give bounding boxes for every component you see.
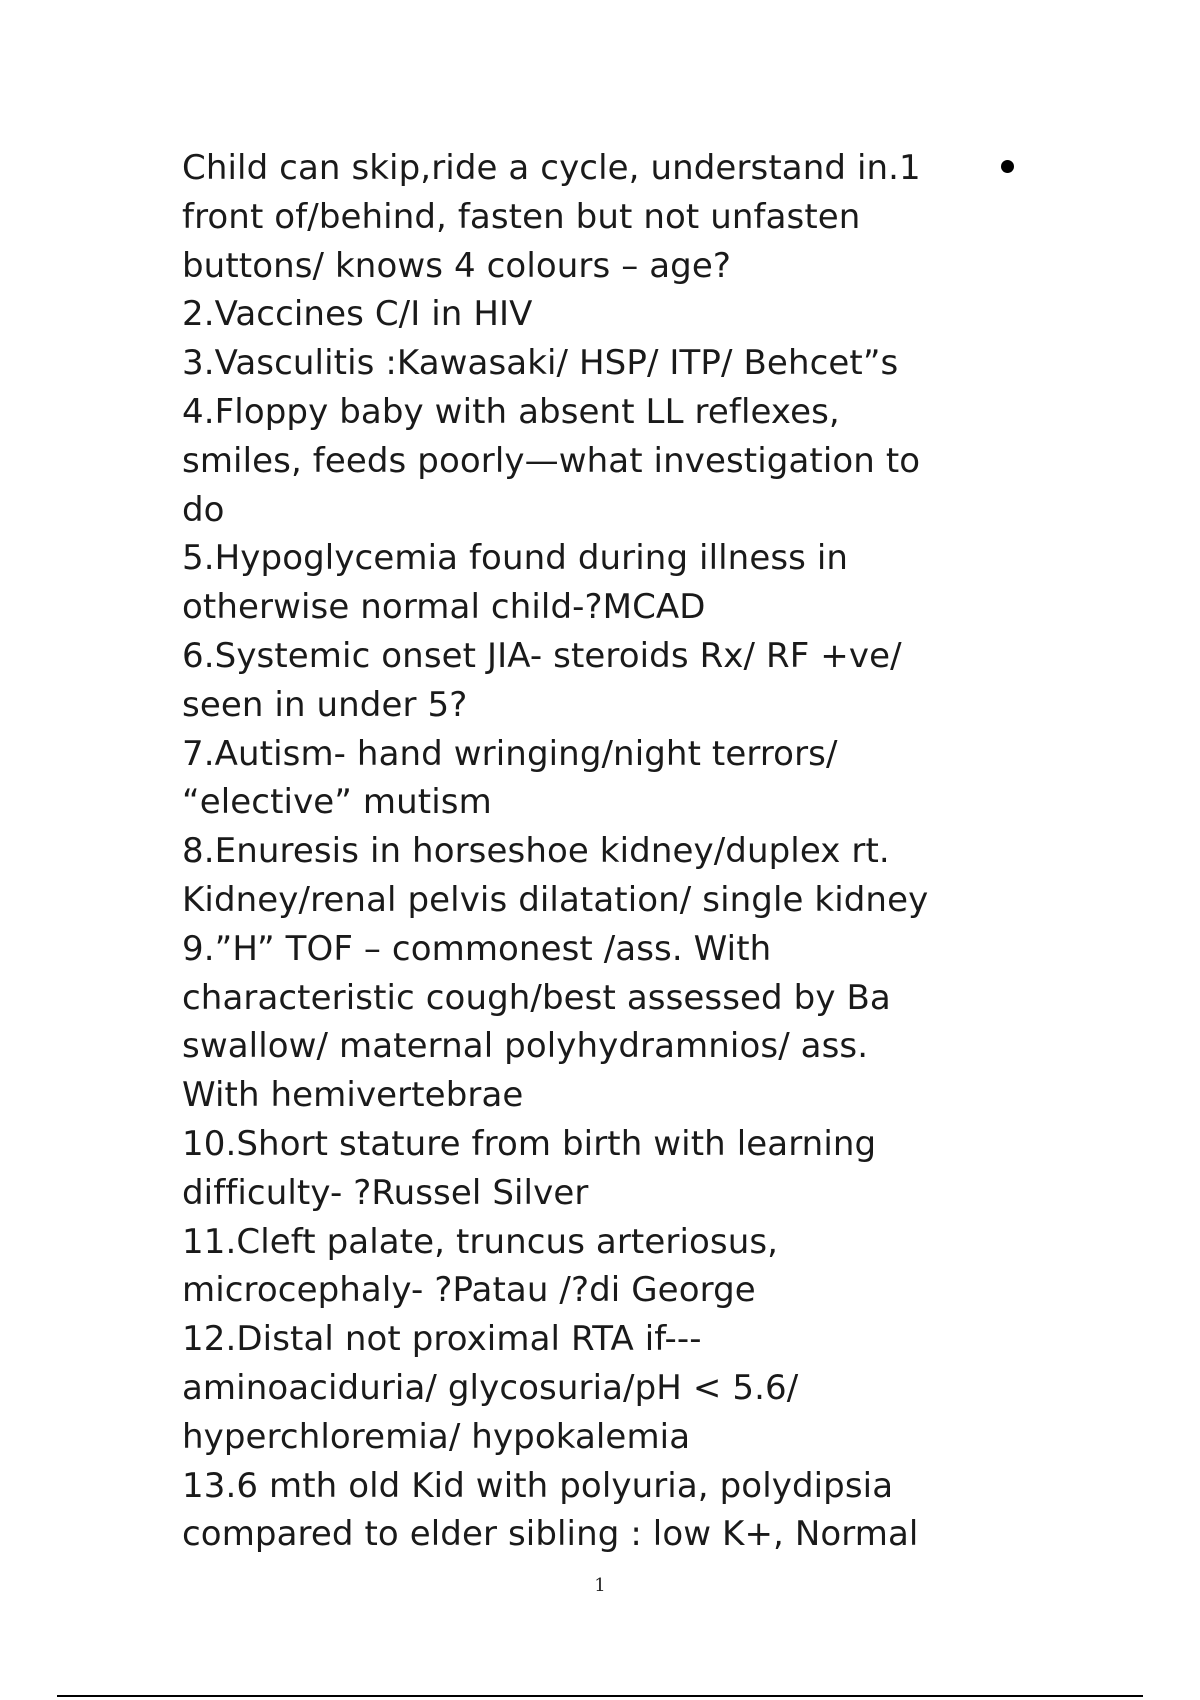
text-line: 2.Vaccines C/I in HIV: [182, 294, 533, 335]
page-divider: [57, 1695, 1143, 1697]
text-line: smiles, feeds poorly—what investigation to: [182, 440, 921, 481]
bullet-icon: [1001, 160, 1014, 173]
text-line: otherwise normal child-?MCAD: [182, 587, 706, 628]
text-line: With hemivertebrae: [182, 1075, 524, 1116]
text-line: buttons/ knows 4 colours – age?: [182, 245, 732, 286]
text-line: aminoaciduria/ glycosuria/pH < 5.6/: [182, 1367, 799, 1408]
text-line: do: [182, 489, 225, 530]
text-line: 13.6 mth old Kid with polyuria, polydipsia: [182, 1465, 894, 1506]
text-line: seen in under 5?: [182, 684, 468, 725]
text-line: 12.Distal not proximal RTA if---: [182, 1319, 702, 1360]
text-line: microcephaly- ?Patau /?di George: [182, 1270, 756, 1311]
text-line: hyperchloremia/ hypokalemia: [182, 1416, 691, 1457]
text-line: 5.Hypoglycemia found during illness in: [182, 538, 849, 579]
text-line: compared to elder sibling : low K+, Normal: [182, 1514, 919, 1555]
text-line: 3.Vasculitis :Kawasaki/ HSP/ ITP/ Behcet”s: [182, 343, 899, 384]
text-line: Kidney/renal pelvis dilatation/ single kidney: [182, 879, 929, 920]
page-number: 1: [594, 1575, 606, 1596]
text-line: 7.Autism- hand wringing/night terrors/: [182, 733, 838, 774]
text-line: 9.”H” TOF – commonest /ass. With: [182, 928, 772, 969]
text-line: 11.Cleft palate, truncus arteriosus,: [182, 1221, 779, 1262]
text-line: 4.Floppy baby with absent LL reflexes,: [182, 391, 840, 432]
text-line: characteristic cough/best assessed by Ba: [182, 977, 891, 1018]
text-line: front of/behind, fasten but not unfasten: [182, 196, 861, 237]
text-line: “elective” mutism: [182, 782, 492, 823]
text-line: difficulty- ?Russel Silver: [182, 1172, 589, 1213]
text-line: 8.Enuresis in horseshoe kidney/duplex rt.: [182, 831, 890, 872]
text-line: swallow/ maternal polyhydramnios/ ass.: [182, 1026, 869, 1067]
question-list: [182, 144, 972, 1559]
text-line: 10.Short stature from birth with learning: [182, 1123, 877, 1164]
text-line: 6.Systemic onset JIA- steroids Rx/ RF +ve/: [182, 635, 902, 676]
text-line: Child can skip,ride a cycle, understand in.1: [182, 148, 921, 188]
